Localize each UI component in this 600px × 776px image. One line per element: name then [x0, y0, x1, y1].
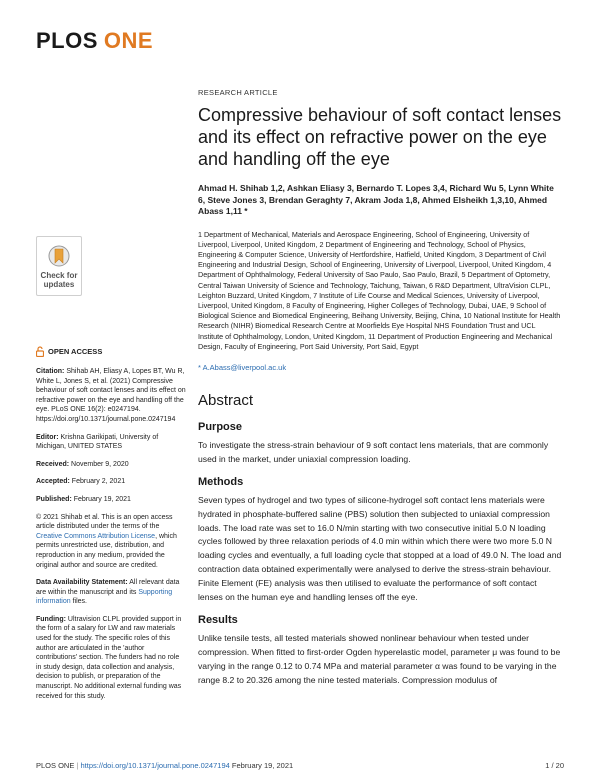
abstract-section-results: [198, 614, 562, 688]
data-availability-text-1: All relevant data are within the manuscript and its: [36, 579, 180, 596]
section-heading: Methods: [198, 475, 244, 488]
open-access-tag: [36, 346, 186, 357]
footer-left: [36, 761, 293, 770]
data-availability-label: Data Availability Statement:: [36, 579, 128, 587]
section-heading: Purpose: [198, 420, 243, 433]
editor-text: Krishna Garikipati, University of Michigan, UNITED STATES: [36, 433, 159, 451]
funding-label: Funding:: [36, 615, 66, 623]
journal-logo: [36, 28, 153, 54]
supporting-information-link[interactable]: Supporting information: [36, 588, 173, 606]
article-title: Compressive behaviour of soft contact lenses and its effect on refractive power on the eye and handling off the eye: [198, 105, 562, 169]
corresponding-email-link[interactable]: * A.Abass@liverpool.ac.uk: [198, 362, 287, 372]
open-access-label: OPEN ACCESS: [48, 346, 103, 356]
section-text: Seven types of hydrogel and two types of silicone-hydrogel soft contact lens materials were hydrated in phosphate-buffered saline (PBS) solution then subjected to uniaxial compression loads. The load rate was set to 16.0 N/min starting with two consecutive initial 5.0 N loading cycles followed by three relaxation periods of 4.0 min within which there were two more 5.0 N loading cycles and eventually, a full loading cycle that stopped at a load of 49.0 N. The load and contraction data obtained experimentally were analysed to derive the stress-strain behaviour. Finite Element (FE) analysis was then utilised to evaluate the performance of soft contact lenses on the human eye and handling lenses off the eye.: [198, 494, 562, 603]
citation-text: Shihab AH, Eliasy A, Lopes BT, Wu R, White L, Jones S, et al. (2021) Compressive behaviour of soft contact lenses and its effect on refractive power on the eye and handling off the eye. PLoS ONE 16(2): e0247194. https://doi.org/10.1371/journal.pone.0247194: [36, 368, 186, 423]
citation-label: Citation:: [36, 368, 65, 375]
bookmark-icon: [48, 244, 70, 268]
footer-separator: |: [76, 761, 79, 770]
accepted-date: February 2, 2021: [71, 478, 126, 486]
citation-block: [36, 367, 186, 425]
abstract-section-purpose: [198, 421, 562, 467]
license-link[interactable]: Creative Commons Attribution License: [36, 532, 156, 540]
data-availability-text-2: files.: [72, 598, 87, 606]
editor-label: Editor:: [36, 433, 59, 441]
footer-page-number: 1 / 20: [545, 761, 564, 770]
logo-part-one: ONE: [103, 28, 154, 53]
funding-block: [36, 615, 186, 701]
editor-block: [36, 433, 186, 452]
article-main: [198, 88, 562, 697]
logo-part-plos: PLOS: [36, 28, 98, 53]
open-lock-icon: [36, 346, 44, 357]
copyright-block: [36, 513, 186, 571]
copyright-text-1: © 2021 Shihab et al. This is an open access article distributed under the terms of the: [36, 513, 173, 531]
section-heading: Results: [198, 614, 238, 626]
article-type: RESEARCH ARTICLE: [198, 88, 278, 97]
published-label: Published:: [36, 495, 72, 503]
footer-date: February 19, 2021: [231, 761, 294, 770]
received-block: [36, 460, 186, 470]
funding-text: Ultravision CLPL provided support in the form of a salary for LW and raw materials used for the study. The specific roles of this author are articulated in the 'author contributions' section. The funders had no role in study design, data collection and analysis, decision to publish, or preparation of the manuscript. No additional external funding was received for this study.: [36, 615, 182, 700]
page-footer: [36, 761, 564, 770]
check-for-updates-badge[interactable]: [36, 236, 82, 296]
affiliations: 1 Department of Mechanical, Materials and Aerospace Engineering, School of Engineering, University of Liverpool, Liverpool, United Kingdom, 2 Department of Engineering and Technology, School of Physics, Engineering & Computer Science, University of Hertfordshire, Hatfield, United Kingdom, 3 Department of Civil Engineering and Industrial Design, School of Engineering, University of Liverpool, Liverpool, United Kingdom, 4 Department of Ophthalmology, Federal University of Sao Paulo, Sao Paulo, Brazil, 5 Department of Optometry, Central Taiwan University of Science and Technology, Taichung, Taiwan, 6 R&D Department, UltraVision CLPL, Leighton Buzzard, United Kingdom, 7 Institute of Life Course and Medical Sciences, University of Liverpool, Liverpool, United Kingdom, 8 Faculty of Engineering, Higher Colleges of Technology, Dubai, UAE, 9 School of Biological Science and Biomedical Engineering, Beihang University, Beijing, China, 10 National Institute for Health Research (NIHR) Biomedical Research Centre at Moorfields Eye Hospital NHS Foundation Trust and UCL Institute of Ophthalmology, London, United Kingdom, 11 Department of Production Engineering and Mechanical Design, Faculty of Engineering, Port Said University, Port Said, Egypt: [198, 229, 561, 351]
received-label: Received:: [36, 460, 70, 468]
footer-doi-link[interactable]: https://doi.org/10.1371/journal.pone.0247194: [80, 761, 230, 770]
abstract-section-methods: [198, 476, 562, 605]
author-list: Ahmad H. Shihab 1,2, Ashkan Eliasy 3, Bernardo T. Lopes 3,4, Richard Wu 5, Lynn White 6, Steve Jones 3, Brendan Geraghty 7, Akram Joda 1,8, Ahmed Elsheikh 1,3,10, Ahmed Abass 1,11 *: [198, 183, 554, 216]
data-availability-block: [36, 578, 186, 607]
section-text: Unlike tensile tests, all tested materials showed nonlinear behaviour when tested under compression. When fitted to first-order Ogden hyperelastic model, parameter μ was found to be varying in the range 0.12 to 0.74 MPa and material parameter α was found to be varying in the range 8.2 to 20.326 among the nine tested materials. Compression modulus of: [198, 633, 561, 685]
sidebar: [36, 236, 186, 709]
footer-journal: PLOS ONE: [36, 761, 75, 770]
accepted-block: [36, 477, 186, 487]
section-text: To investigate the stress-strain behaviour of 9 soft contact lens materials, that are commonly used in the market, under uniaxial compression loading.: [198, 439, 549, 464]
copyright-text-2: , which permits unrestricted use, distribution, and reproduction in any medium, provided the original author and source are credited.: [36, 532, 177, 569]
badge-label: Check for updates: [40, 270, 78, 289]
published-block: [36, 495, 186, 505]
abstract-heading: Abstract: [198, 391, 254, 409]
received-date: November 9, 2020: [71, 460, 129, 468]
published-date: February 19, 2021: [73, 495, 131, 503]
accepted-label: Accepted:: [36, 478, 70, 486]
